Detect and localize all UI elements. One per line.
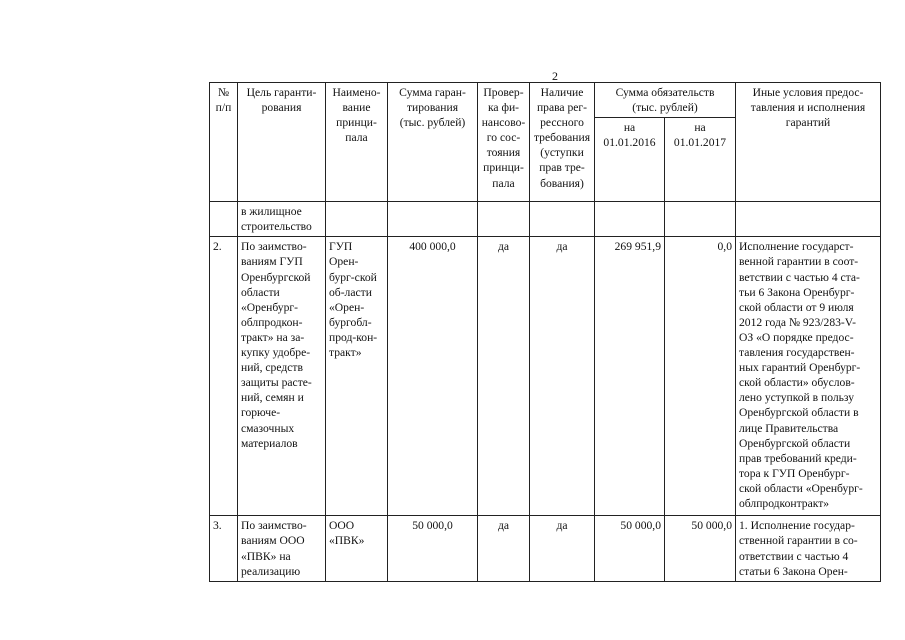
header-obligation-2016: на 01.01.2016 [595, 118, 665, 202]
cell-regress: да [530, 237, 595, 516]
cell-obligation-2017: 0,0 [665, 237, 736, 516]
guarantees-table [209, 82, 881, 582]
table-row [210, 237, 881, 516]
cell-num: 2. [210, 237, 238, 516]
cell-regress: да [530, 516, 595, 581]
header-conditions: Иные условия предос- тавления и исполнения гарантий [736, 83, 881, 202]
header-num: № п/п [210, 83, 238, 202]
cell-amount: 400 000,0 [388, 237, 478, 516]
cell-check [478, 202, 530, 237]
cell-principal [326, 202, 388, 237]
cell-conditions: 1. Исполнение государ- ственной гарантии в со- ответствии с частью 4 статьи 6 Закона Орен- [736, 516, 881, 581]
cell-conditions [736, 202, 881, 237]
table-row [210, 516, 881, 581]
cell-check: да [478, 516, 530, 581]
header-obligation: Сумма обязательств (тыс. рублей) [595, 83, 736, 118]
header-obligation-2017: на 01.01.2017 [665, 118, 736, 202]
cell-obligation-2017: 50 000,0 [665, 516, 736, 581]
cell-check: да [478, 237, 530, 516]
header-purpose: Цель гаранти- рования [238, 83, 326, 202]
cell-amount: 50 000,0 [388, 516, 478, 581]
header-regress: Наличие права рег- рессного требования (уступки прав тре- бования) [530, 83, 595, 202]
cell-conditions: Исполнение государст- венной гарантии в соот- ветствии с частью 4 ста- тьи 6 Закона Оренбург- ской области от 9 июля 2012 года № 923/283-V- ОЗ «О порядке предос- тавления государствен- ных гарантий Оренбург- ской области» обуслов- лено уступкой в пользу Оренбургской области в лице Правительства Оренбургской области прав требований креди- тора к ГУП Оренбург- ской области «Оренбург- облпродконтракт» [736, 237, 881, 516]
cell-num: 3. [210, 516, 238, 581]
header-row [210, 83, 881, 118]
header-check: Провер- ка фи- нансово- го сос- тояния принци- пала [478, 83, 530, 202]
header-amount: Сумма гаран- тирования (тыс. рублей) [388, 83, 478, 202]
cell-purpose: в жилищное строительство [238, 202, 326, 237]
cell-principal: ООО «ПВК» [326, 516, 388, 581]
cell-obligation-2016: 269 951,9 [595, 237, 665, 516]
cell-purpose: По заимство- ваниям ООО «ПВК» на реализацию [238, 516, 326, 581]
cell-regress [530, 202, 595, 237]
cell-obligation-2016 [595, 202, 665, 237]
cell-obligation-2016: 50 000,0 [595, 516, 665, 581]
cell-amount [388, 202, 478, 237]
cell-num [210, 202, 238, 237]
table-row [210, 202, 881, 237]
header-principal: Наимено- вание принци- пала [326, 83, 388, 202]
cell-obligation-2017 [665, 202, 736, 237]
page-number: 2 [552, 69, 558, 83]
cell-principal: ГУП Орен- бург-ской об-ласти «Орен- бургобл- прод-кон- тракт» [326, 237, 388, 516]
cell-purpose: По заимство- ваниям ГУП Оренбургской области «Оренбург- облпродкон- тракт» на за- купку удобре- ний, средств защиты расте- ний, семян и горюче- смазочных материалов [238, 237, 326, 516]
